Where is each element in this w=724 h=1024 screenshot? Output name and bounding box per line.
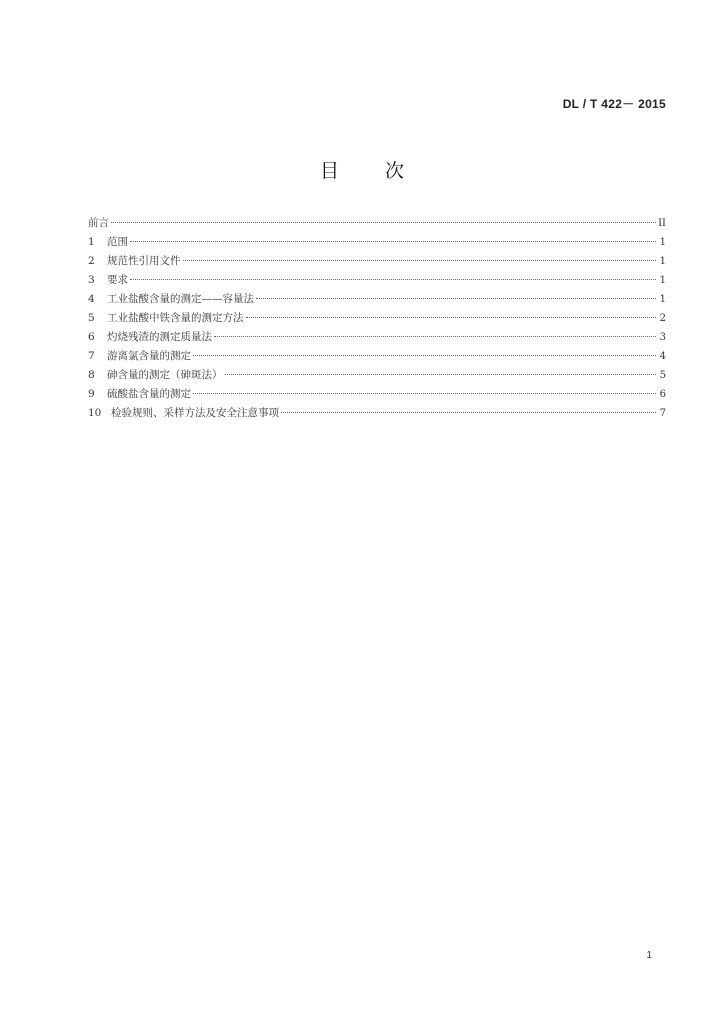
toc-entry-num: 5 xyxy=(88,312,95,324)
toc-entry-7[interactable] xyxy=(88,347,666,366)
toc-entry-num: 8 xyxy=(88,369,95,381)
toc-title-right: 次 xyxy=(385,160,405,182)
toc-entry-foreword[interactable] xyxy=(88,214,666,233)
toc-leader xyxy=(183,259,657,261)
toc-entry-3[interactable] xyxy=(88,271,666,290)
toc-entry-num: 2 xyxy=(88,255,95,267)
toc-entry-text: 规范性引用文件 xyxy=(107,255,181,267)
toc-entry-page: 7 xyxy=(659,408,666,419)
toc-entry-num: 9 xyxy=(88,388,95,400)
toc-entry-6[interactable] xyxy=(88,328,666,347)
toc-entry-10[interactable] xyxy=(88,404,666,423)
toc-leader xyxy=(246,316,657,318)
toc-entry-page: 1 xyxy=(659,275,666,286)
toc-entry-page: 1 xyxy=(659,237,666,248)
toc-entry-text: 工业盐酸含量的测定——容量法 xyxy=(107,293,254,305)
toc-title xyxy=(0,156,724,183)
toc-entry-text: 检验规则、采样方法及安全注意事项 xyxy=(111,407,279,419)
toc-entry-text: 前言 xyxy=(88,217,109,229)
toc-entry-page: 1 xyxy=(659,294,666,305)
toc-entry-page: 5 xyxy=(659,370,666,381)
toc-leader xyxy=(130,240,656,242)
toc-entry-page: 1 xyxy=(659,256,666,267)
toc-entry-text: 灼烧残渣的测定质量法 xyxy=(107,331,212,343)
toc-entry-4[interactable] xyxy=(88,290,666,309)
toc-leader xyxy=(130,278,656,280)
standard-code: DL / T 422－ 2015 xyxy=(562,97,666,111)
toc-entry-text: 范围 xyxy=(107,236,128,248)
toc-leader xyxy=(193,354,656,356)
toc-entry-num: 3 xyxy=(88,274,95,286)
table-of-contents xyxy=(88,214,666,423)
toc-entry-num: 7 xyxy=(88,350,95,362)
page-number: 1 xyxy=(646,950,652,961)
toc-leader xyxy=(281,411,656,413)
toc-leader xyxy=(256,297,656,299)
toc-leader xyxy=(111,221,656,223)
toc-entry-text: 硫酸盐含量的测定 xyxy=(107,388,191,400)
toc-entry-text: 游离氯含量的测定 xyxy=(107,350,191,362)
toc-entry-page: II xyxy=(658,218,666,229)
toc-entry-1[interactable] xyxy=(88,233,666,252)
toc-entry-page: 4 xyxy=(659,351,666,362)
toc-entry-page: 6 xyxy=(659,389,666,400)
toc-entry-text: 工业盐酸中铁含量的测定方法 xyxy=(107,312,244,324)
toc-entry-5[interactable] xyxy=(88,309,666,328)
toc-leader xyxy=(214,335,656,337)
toc-leader xyxy=(193,392,656,394)
toc-entry-num: 4 xyxy=(88,293,95,305)
toc-entry-text: 砷含量的测定（砷斑法） xyxy=(107,369,223,381)
toc-entry-9[interactable] xyxy=(88,385,666,404)
toc-entry-num: 10 xyxy=(88,407,102,419)
toc-entry-page: 3 xyxy=(659,332,666,343)
toc-entry-text: 要求 xyxy=(107,274,128,286)
toc-entry-page: 2 xyxy=(659,313,666,324)
toc-entry-num: 1 xyxy=(88,236,95,248)
toc-entry-num: 6 xyxy=(88,331,95,343)
toc-entry-2[interactable] xyxy=(88,252,666,271)
toc-title-left: 目 xyxy=(319,160,339,182)
toc-leader xyxy=(225,373,657,375)
toc-entry-8[interactable] xyxy=(88,366,666,385)
